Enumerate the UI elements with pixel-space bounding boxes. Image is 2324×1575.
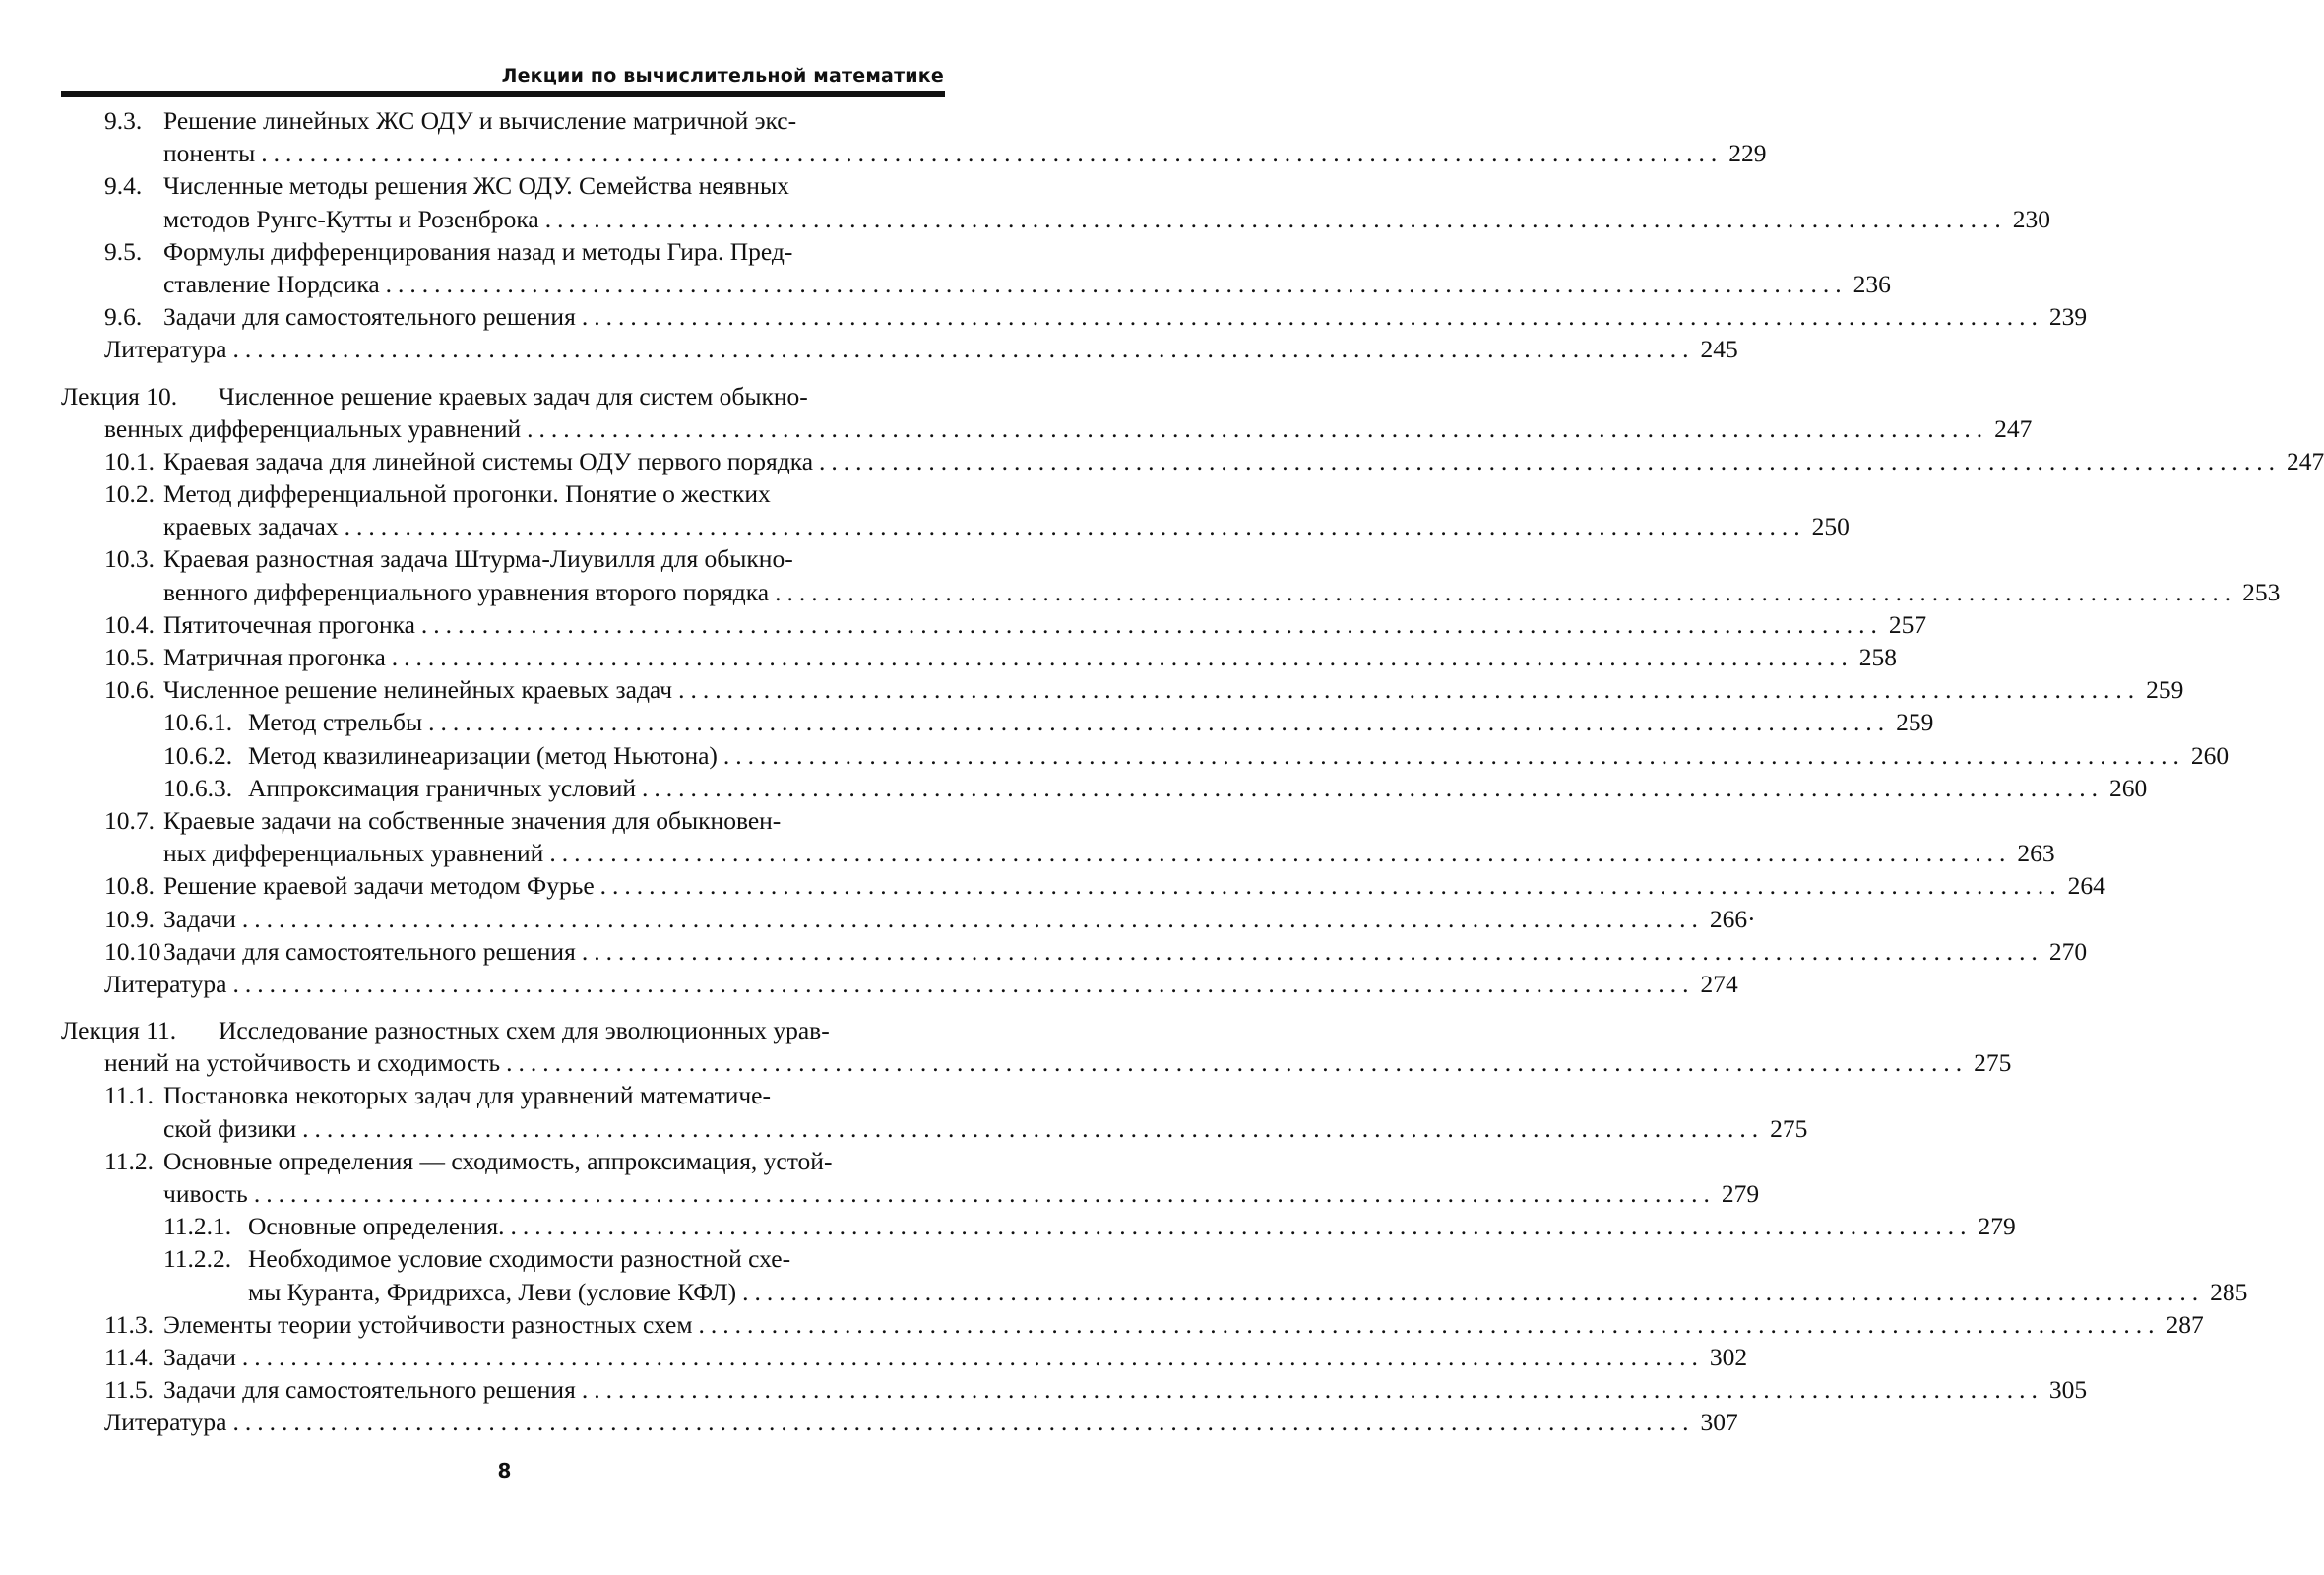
toc-entry-body [61, 380, 2033, 445]
dot-leader: ........................................................................................................................ [241, 1342, 1704, 1371]
toc-entry [61, 1210, 2016, 1242]
toc-entry-title-line: Элементы теории устойчивости разностных схем [163, 1309, 693, 1339]
toc-entry-title-line: Задачи для самостоятельного решения [163, 936, 576, 966]
toc-entry [61, 300, 2088, 333]
toc-entry-title-line: Метод квазилинеаризации (метод Ньютона) [248, 740, 718, 770]
toc-entry-number: 11.4. [104, 1342, 155, 1371]
toc-entry-page: 279 [1978, 1212, 2016, 1241]
toc-entry-title-line: Формулы дифференцирования назад и методы Гира. Пред- [163, 236, 793, 266]
toc-entry-page: 259 [2146, 675, 2184, 705]
dot-leader: ........................................................................................................................ [420, 609, 1883, 639]
toc-entry-body [248, 1242, 2248, 1307]
toc-entry-leader-row [163, 576, 2281, 608]
toc-entry-title-line: Пятиточечная прогонка [163, 609, 415, 639]
toc-entry-title-line: ставление Нордсика [163, 269, 380, 298]
toc-entry-number: 10.3. [104, 544, 155, 574]
toc-entry-body [163, 1341, 1748, 1373]
toc-entry-leader-row [163, 445, 2324, 477]
toc-entry-title-line: Метод дифференциальной прогонки. Понятие о жестких [163, 479, 771, 509]
toc-entry [61, 706, 1934, 738]
toc-entry-leader-row [248, 1276, 2248, 1308]
toc-entry-title-line: нений на устойчивость и сходимость [104, 1048, 501, 1078]
toc-entry-leader-row [104, 968, 1738, 1000]
dot-leader: ........................................................................................................................ [527, 413, 1989, 443]
toc-entry [61, 673, 2184, 706]
dot-leader: ........................................................................................................................ [261, 139, 1724, 168]
table-of-contents [61, 104, 2324, 1439]
toc-entry [61, 1145, 1760, 1210]
toc-entry-body [163, 542, 2281, 607]
toc-entry [61, 542, 2281, 607]
toc-entry-number: 11.5. [104, 1375, 155, 1405]
toc-entry-body [163, 804, 2055, 869]
toc-entry-title-line: ской физики [163, 1113, 297, 1143]
dot-leader: ........................................................................................................................ [232, 969, 1695, 998]
dot-leader: ........................................................................................................................ [302, 1113, 1765, 1143]
toc-entry-title-line: Краевая задача для линейной системы ОДУ первого порядка [163, 446, 814, 475]
dot-leader: ........................................................................................................................ [678, 675, 2141, 705]
toc-entry-leader-row [163, 903, 1756, 935]
toc-entry [61, 608, 1927, 641]
toc-entry [61, 235, 1891, 300]
toc-entry-body [248, 772, 2148, 804]
toc-entry-leader-row [248, 772, 2148, 804]
toc-entry-title-line: Решение краевой задачи методом Фурье [163, 871, 595, 901]
dot-leader: ........................................................................................................................ [344, 512, 1806, 541]
toc-entry-page: 253 [2242, 577, 2281, 606]
toc-entry [61, 804, 2055, 869]
toc-entry-leader-row [163, 869, 2105, 902]
toc-entry-leader-row [163, 1177, 1760, 1210]
toc-entry [61, 1341, 1748, 1373]
toc-entry-title-line: Исследование разностных схем для эволюционных урав- [219, 1016, 830, 1045]
dot-leader: ........................................................................................................................ [232, 1408, 1695, 1437]
toc-entry [61, 477, 1850, 542]
toc-entry-page: 287 [2166, 1309, 2204, 1339]
toc-entry [61, 104, 1767, 169]
toc-entry [61, 739, 2230, 772]
dot-leader: ........................................................................................................................ [241, 904, 1704, 933]
toc-entry-number: 10.2. [104, 479, 155, 509]
toc-entry-title-line: венного дифференциального уравнения второго порядка [163, 577, 770, 606]
toc-entry-body [163, 104, 1767, 169]
dot-leader: ........................................................................................................................ [510, 1212, 1973, 1241]
toc-entry-page: 307 [1700, 1408, 1738, 1437]
toc-entry [61, 169, 2050, 234]
toc-entry-leader-row [163, 203, 2050, 235]
toc-entry-body [248, 1210, 2016, 1242]
toc-entry-number: 11.2.2. [163, 1244, 232, 1274]
dot-leader: ........................................................................................................................ [722, 740, 2185, 770]
toc-entry-number: 9.4. [104, 171, 143, 201]
toc-entry [61, 1373, 2088, 1406]
toc-entry-title-line: Метод стрельбы [248, 708, 423, 737]
toc-entry-number: 10.5. [104, 643, 155, 671]
toc-entry-leader-row [163, 837, 2055, 869]
toc-entry-title-line: поненты [163, 139, 256, 168]
dot-leader: ........................................................................................................................ [232, 335, 1695, 364]
toc-entry-page: 229 [1728, 139, 1767, 168]
toc-entry-leader-row [104, 1046, 2012, 1079]
toc-entry-body [104, 968, 1738, 1000]
toc-entry-title-line: Численные методы решения ЖС ОДУ. Семейства неявных [163, 171, 789, 201]
toc-entry-number: 9.5. [104, 236, 143, 266]
toc-entry [61, 1079, 1808, 1144]
toc-entry-title-line: методов Рунге-Кутты и Розенброка [163, 204, 539, 233]
toc-entry-page: 275 [1974, 1048, 2012, 1078]
toc-entry-leader-row [163, 510, 1850, 542]
toc-entry-leader-row [163, 1341, 1748, 1373]
dot-leader: ........................................................................................................................ [581, 302, 2043, 332]
toc-entry-page: 266· [1709, 904, 1756, 933]
toc-entry-body [61, 1014, 2012, 1079]
toc-entry-body [104, 333, 1738, 365]
toc-entry [61, 333, 1738, 365]
toc-entry-body [163, 477, 1850, 542]
toc-entry-number: 11.2.1. [163, 1212, 232, 1241]
toc-entry-leader-row [104, 333, 1738, 365]
page-number: 8 [497, 1459, 512, 1482]
toc-entry-body [163, 1145, 1760, 1210]
toc-entry-leader-row [163, 673, 2184, 706]
toc-entry-leader-row [163, 1112, 1808, 1145]
toc-entry-number: Лекция 10. [61, 381, 178, 410]
toc-entry [61, 968, 1738, 1000]
toc-entry-title-line: Основные определения. [248, 1212, 505, 1241]
toc-entry-number: 11.1. [104, 1081, 155, 1110]
toc-entry-number: 10.10 [104, 936, 161, 966]
toc-entry-leader-row [248, 739, 2230, 772]
toc-entry-title-line: Литература [104, 969, 227, 998]
toc-entry-number: 10.8. [104, 871, 155, 901]
toc-entry-page: 264 [2067, 871, 2105, 901]
toc-entry-number: 10.6. [104, 675, 155, 705]
toc-lecture-entry [61, 380, 2033, 445]
toc-entry-page: 250 [1811, 512, 1850, 541]
toc-entry-title-line: венных дифференциальных уравнений [104, 413, 522, 443]
toc-entry-number: Лекция 11. [61, 1016, 177, 1045]
toc-entry-page: 257 [1888, 609, 1927, 639]
toc-entry-title-line: Численное решение краевых задач для систем обыкно- [219, 381, 808, 410]
toc-entry-title-line: Литература [104, 335, 227, 364]
toc-entry-number: 10.6.3. [163, 773, 233, 802]
toc-entry-body [248, 706, 1934, 738]
toc-entry-title-line: Краевые задачи на собственные значения для обыкновен- [163, 805, 782, 835]
toc-entry [61, 641, 1898, 673]
toc-entry-title-line: чивость [163, 1179, 248, 1208]
toc-entry-title-line: Задачи [163, 1342, 236, 1371]
dot-leader: ........................................................................................................................ [581, 1375, 2043, 1405]
dot-leader: ........................................................................................................................ [742, 1277, 2205, 1306]
toc-entry-body [163, 608, 1927, 641]
toc-entry-number: 10.4. [104, 609, 155, 639]
toc-entry-number: 11.2. [104, 1146, 155, 1175]
toc-entry-leader-row [163, 300, 2088, 333]
toc-entry-page: 247 [2287, 446, 2324, 475]
toc-entry-page: 263 [2017, 839, 2055, 868]
dot-leader: ........................................................................................................................ [391, 643, 1853, 671]
toc-entry-body [163, 1308, 2204, 1341]
toc-entry-number: 9.3. [104, 106, 143, 135]
toc-entry-leader-row [163, 1308, 2204, 1341]
dot-leader: ........................................................................................................................ [428, 708, 1891, 737]
toc-entry-leader-row [163, 268, 1891, 300]
toc-entry [61, 869, 2105, 902]
toc-entry-page: 270 [2048, 936, 2088, 966]
toc-entry-page: 260 [2109, 773, 2148, 802]
toc-entry-number: 9.6. [104, 302, 143, 332]
toc-entry-body [163, 903, 1756, 935]
toc-entry-body [163, 935, 2088, 968]
toc-entry-page: 259 [1896, 708, 1934, 737]
toc-entry-leader-row [163, 641, 1898, 673]
toc-entry-title-line: Аппроксимация граничных условий [248, 773, 637, 802]
toc-entry-page: 305 [2048, 1375, 2088, 1405]
toc-entry-title-line: Литература [104, 1408, 227, 1437]
toc-entry-title-line: мы Куранта, Фридрихса, Леви (условие КФЛ) [248, 1277, 737, 1306]
toc-entry-title-line: Необходимое условие сходимости разностной схе- [248, 1244, 791, 1274]
toc-entry-body [163, 235, 1891, 300]
toc-entry-page: 258 [1858, 643, 1898, 671]
toc-entry-leader-row [163, 608, 1927, 641]
toc-entry-body [163, 1079, 1808, 1144]
dot-leader: ........................................................................................................................ [581, 936, 2043, 966]
toc-entry-number: 10.7. [104, 805, 155, 835]
dot-leader: ........................................................................................................................ [642, 773, 2104, 802]
toc-entry-body [104, 1406, 1738, 1438]
toc-entry-body [163, 869, 2105, 902]
toc-entry-page: 230 [2012, 204, 2050, 233]
dot-leader: ........................................................................................................................ [385, 269, 1848, 298]
toc-entry-leader-row [163, 935, 2088, 968]
toc-entry [61, 935, 2088, 968]
toc-entry-leader-row [163, 137, 1767, 169]
toc-entry-title-line: Задачи для самостоятельного решения [163, 302, 576, 332]
dot-leader: ........................................................................................................................ [506, 1048, 1969, 1078]
toc-entry [61, 1406, 1738, 1438]
toc-entry-leader-row [248, 1210, 2016, 1242]
toc-entry-page: 302 [1709, 1342, 1748, 1371]
toc-entry-title-line: Матричная прогонка [163, 643, 386, 671]
toc-entry-title-line: краевых задачах [163, 512, 339, 541]
toc-entry-title-line: Решение линейных ЖС ОДУ и вычисление матричной экс- [163, 106, 797, 135]
toc-entry-title-line: ных дифференциальных уравнений [163, 839, 544, 868]
toc-entry-title-line: Задачи [163, 904, 236, 933]
toc-entry-page: 275 [1770, 1113, 1808, 1143]
toc-entry-page: 236 [1853, 269, 1891, 298]
toc-entry-number: 10.9. [104, 904, 155, 933]
toc-entry-body [163, 641, 1898, 673]
toc-entry-title-line: Краевая разностная задача Штурма-Лиувилля для обыкно- [163, 544, 793, 574]
toc-entry-number: 10.6.1. [163, 708, 233, 737]
toc-entry-leader-row [104, 412, 2033, 445]
toc-entry [61, 772, 2148, 804]
toc-entry-body [163, 169, 2050, 234]
toc-entry [61, 903, 1756, 935]
toc-entry-leader-row [104, 1406, 1738, 1438]
dot-leader: ........................................................................................................................ [698, 1309, 2161, 1339]
toc-entry-leader-row [163, 1373, 2088, 1406]
toc-entry [61, 445, 2324, 477]
toc-entry-title-line: Задачи для самостоятельного решения [163, 1375, 576, 1405]
dot-leader: ........................................................................................................................ [549, 839, 2012, 868]
dot-leader: ........................................................................................................................ [775, 577, 2237, 606]
toc-entry [61, 1308, 2204, 1341]
toc-entry-page: 279 [1721, 1179, 1760, 1208]
toc-entry-number: 10.6.2. [163, 740, 233, 770]
toc-entry-leader-row [248, 706, 1934, 738]
dot-leader: ........................................................................................................................ [599, 871, 2062, 901]
toc-entry-body [163, 1373, 2088, 1406]
toc-entry-title-line: Численное решение нелинейных краевых задач [163, 675, 673, 705]
toc-entry-page: 245 [1700, 335, 1738, 364]
toc-entry-body [163, 445, 2324, 477]
toc-entry-page: 239 [2048, 302, 2088, 332]
toc-entry-page: 260 [2190, 740, 2230, 770]
toc-entry-number: 11.3. [104, 1309, 155, 1339]
toc-entry-title-line: Постановка некоторых задач для уравнений математиче- [163, 1081, 771, 1110]
toc-entry-body [248, 739, 2230, 772]
toc-entry-body [163, 300, 2088, 333]
dot-leader: ........................................................................................................................ [819, 446, 2282, 475]
toc-entry-number: 10.1. [104, 446, 155, 475]
toc-lecture-entry [61, 1014, 2012, 1079]
dot-leader: ........................................................................................................................ [253, 1179, 1716, 1208]
dot-leader: ........................................................................................................................ [544, 204, 2007, 233]
toc-entry [61, 1242, 2248, 1307]
header-rule [61, 91, 945, 97]
toc-entry-body [163, 673, 2184, 706]
toc-entry-page: 285 [2210, 1277, 2248, 1306]
toc-entry-page: 247 [1994, 413, 2033, 443]
running-header: Лекции по вычислительной математике [501, 65, 944, 87]
toc-entry-title-line: Основные определения — сходимость, аппроксимация, устой- [163, 1146, 833, 1175]
toc-entry-page: 274 [1700, 969, 1738, 998]
